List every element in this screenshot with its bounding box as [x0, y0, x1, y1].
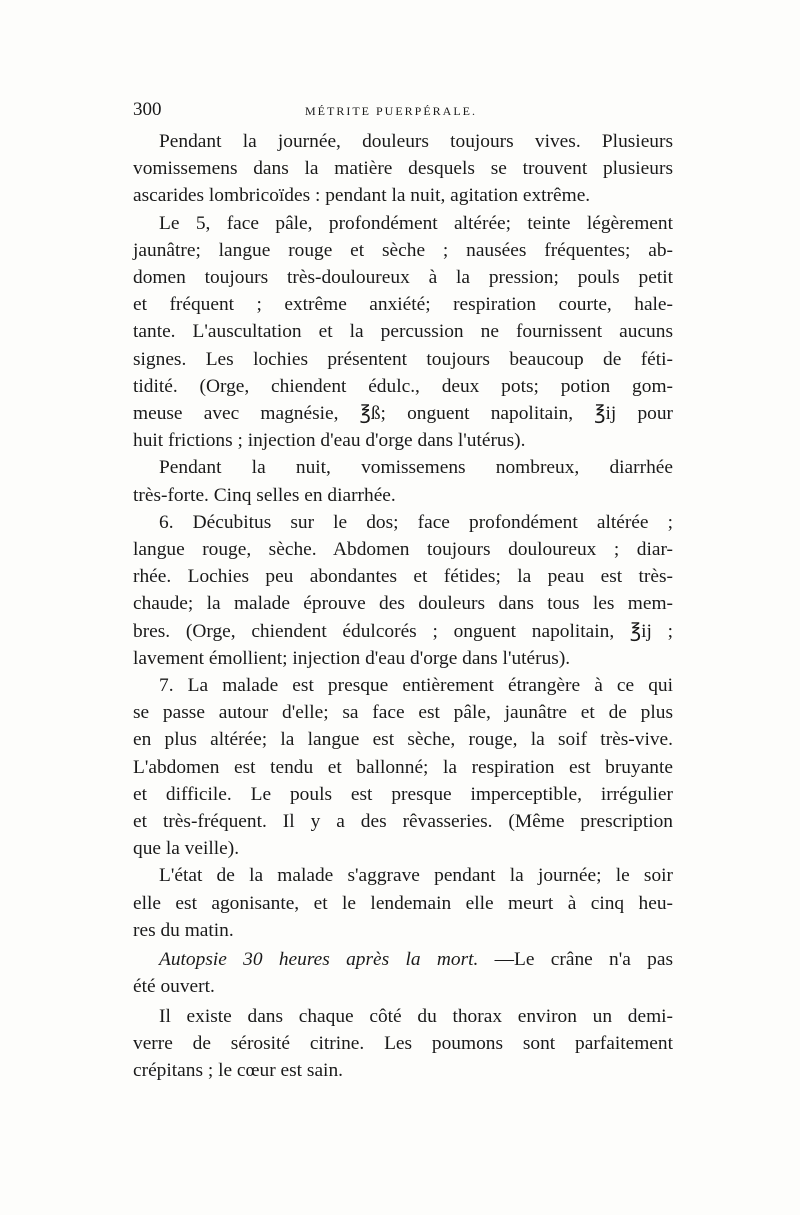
text-line: signes. Les lochies présentent toujours beaucoup de féti-: [133, 348, 673, 370]
text-line: elle est agonisante, et le lendemain elle meurt à cinq heu-: [133, 892, 673, 914]
text-line: 6. Décubitus sur le dos; face profondément altérée ;: [159, 511, 673, 533]
text-line: jaunâtre; langue rouge et sèche ; nausées fréquentes; ab-: [133, 239, 673, 261]
text-line: tidité. (Orge, chiendent édulc., deux pots; potion gom-: [133, 375, 673, 397]
text-line: bres. (Orge, chiendent édulcorés ; onguent napolitain, ℥ij ;: [133, 620, 673, 642]
body-text: [133, 128, 673, 1084]
text-line: en plus altérée; la langue est sèche, rouge, la soif très-vive.: [133, 729, 673, 751]
paragraph-autopsie: [133, 946, 673, 1000]
text-line: très-forte. Cinq selles en diarrhée.: [133, 484, 396, 506]
text-line: 7. La malade est presque entièrement étrangère à ce qui: [159, 675, 673, 697]
text-line: et fréquent ; extrême anxiété; respiration courte, hale-: [133, 294, 673, 316]
text-line: L'état de la malade s'aggrave pendant la journée; le soir: [159, 865, 673, 887]
paragraph-journee: [133, 128, 673, 210]
text-line: que la veille).: [133, 838, 240, 860]
text-line: Pendant la journée, douleurs toujours vives. Plusieurs: [159, 131, 673, 152]
text-line: huit frictions ; injection d'eau d'orge dans l'utérus).: [133, 430, 526, 452]
text-line: lavement émollient; injection d'eau d'orge dans l'utérus).: [133, 647, 571, 669]
text-line: ascarides lombricoïdes : pendant la nuit, agitation extrême.: [133, 185, 591, 207]
text-line: chaude; la malade éprouve des douleurs dans tous les mem-: [133, 593, 673, 615]
text-line: et difficile. Le pouls est presque imperceptible, irrégulier: [133, 783, 673, 805]
text-line: [133, 946, 673, 973]
paragraph-le-5: [133, 210, 673, 455]
text-line: Il existe dans chaque côté du thorax environ un demi-: [159, 1005, 673, 1027]
page-number: 300: [133, 99, 162, 120]
text-line: meuse avec magnésie, ℥ß; onguent napolitain, ℥ij pour: [133, 403, 673, 425]
paragraph-nuit: [133, 454, 673, 508]
text-line: se passe autour d'elle; sa face est pâle, jaunâtre et de plus: [133, 702, 673, 724]
text-line: res du matin.: [133, 919, 234, 941]
paragraph-6: [133, 509, 673, 672]
paragraph-thorax: [133, 1003, 673, 1085]
paragraph-etat: [133, 862, 673, 944]
text-line: rhée. Lochies peu abondantes et fétides; la peau est très-: [133, 566, 673, 588]
autopsie-heading: Autopsie 30 heures après la mort.: [159, 949, 479, 971]
text-line: vomissemens dans la matière desquels se trouvent plusieurs: [133, 158, 673, 180]
text-line: L'abdomen est tendu et ballonné; la respiration est bruyante: [133, 756, 673, 778]
text-line: été ouvert.: [133, 976, 215, 998]
text-line: Le 5, face pâle, profondément altérée; teinte légèrement: [159, 212, 673, 234]
autopsie-continuation: —Le crâne n'a pas: [478, 949, 673, 971]
text-line: verre de sérosité citrine. Les poumons sont parfaitement: [133, 1032, 673, 1054]
text-line: domen toujours très-douloureux à la pression; pouls petit: [133, 267, 673, 289]
text-line: tante. L'auscultation et la percussion ne fournissent aucuns: [133, 321, 673, 343]
page-header: [133, 98, 668, 122]
text-line: langue rouge, sèche. Abdomen toujours douloureux ; diar-: [133, 539, 673, 561]
text-line: et très-fréquent. Il y a des rêvasseries. (Même prescription: [133, 811, 673, 833]
running-title: MÉTRITE PUERPÉRALE.: [305, 104, 477, 118]
paragraph-7: [133, 672, 673, 862]
text-line: crépitans ; le cœur est sain.: [133, 1059, 343, 1081]
text-line: Pendant la nuit, vomissemens nombreux, diarrhée: [159, 457, 673, 479]
